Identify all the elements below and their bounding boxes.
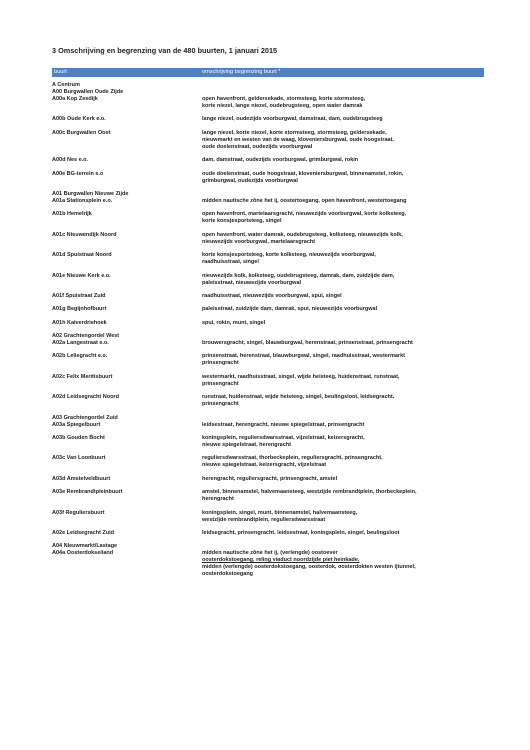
section-heading: A Centrum [52, 82, 80, 88]
description-line: spui, rokin, munt, singel [202, 319, 266, 326]
buurt-description [202, 510, 484, 524]
description-line: lange niezel, oudezijds voorburgwal, damstraat, dam, oudebrugsteeg [202, 116, 383, 123]
buurt-name: A02c Felix Meritisbuurt [52, 373, 113, 380]
description-line: open havenfront, geldersekade, stormsteeg, korte stormsteeg, [202, 96, 366, 102]
buurt-name: A01h Kalverdriehoek [52, 319, 107, 326]
buurt-name: A00a Kop Zeedijk [52, 96, 98, 102]
table-row [52, 320, 484, 327]
buurt-description [202, 232, 484, 246]
section-heading: A01 Burgwallen Nieuwe Zijde [52, 190, 129, 197]
description-line: raadhuisstraat, nieuwezijds voorburgwal, spui, singel [202, 292, 342, 299]
buurt-description [202, 130, 484, 151]
description-line: oude doelenstraat, oudezijds voorburgwal [202, 143, 313, 150]
description-line: runstraat, huidenstraat, wijde heisteeg, singel, beulingsloot, leidsegracht, [202, 394, 395, 401]
section-heading: A04 Nieuwmarkt/Lastage [52, 543, 118, 550]
description-line: midden nautische zône het ij, oostertoegang, open havenfront, westertoegang [202, 197, 407, 204]
description-line: koningsplein, reguliersdwarsstraat, vijzelstraat, keizersgracht, [202, 435, 365, 442]
description-line: oosterdokstoegang, reling viaduct noordzijde piet heinkade, [202, 557, 360, 564]
description-line: midden (verlengde) oosterdokstoegang, oosterdok, oosterdokten westen ijtunnel, [202, 564, 416, 571]
buurt-description [202, 252, 484, 266]
description-line: westermarkt, raadhuisstraat, singel, wijde heisteeg, huidenstraat, runstraat, [202, 373, 400, 380]
buurt-name: A01g Begijnhofbuurt [52, 306, 107, 313]
table-row [52, 157, 484, 164]
buurt-description [202, 293, 484, 300]
description-line: oude doelenstraat, oude hoogstraat, kloveniersburgwal, binnenamstel, rokin, [202, 170, 404, 177]
buurt-name: A03c Van Loonbuurt [52, 455, 106, 462]
buurt-description [202, 320, 484, 327]
buurt-name: A01c Nieuwendijk Noord [52, 231, 117, 238]
buurt-description [202, 394, 484, 408]
description-line: reguliersdwarsstraat, thorbeckeplein, reguliersgracht, prinsengracht, [202, 455, 383, 462]
description-line: korte konsjesportsteeg, korte kolksteeg, nieuwezijds voorburgwal, [202, 252, 376, 259]
table-row [52, 340, 484, 347]
description-line: leidsegracht, prinsengracht, leidsestraat, koningsplein, singel, beulingsloot [202, 529, 400, 536]
buurt-name: A01a Stationsplein e.o. [52, 197, 113, 204]
description-line: westzijde rembrandtplein, reguliersdwarsstraat [202, 516, 326, 523]
page-title: 3 Omschrijving en begrenzing van de 480 buurten, 1 januari 2015 [52, 46, 278, 55]
buurt-description [202, 211, 484, 225]
buurt-name: A00d Nes e.o. [52, 157, 89, 164]
buurt-description [202, 96, 484, 110]
table-row [52, 374, 484, 388]
table-row [52, 353, 484, 367]
buurt-description [202, 550, 484, 578]
table-row [52, 116, 484, 123]
buurt-description [202, 489, 484, 503]
description-line: oosterdokstoegang [202, 571, 254, 578]
description-line: nieuwezijds kolk, kolksteeg, oudebrugsteeg, damrak, dam, zuidzijde dam, [202, 272, 395, 279]
description-line: prinsenstraat, herenstraat, blauwburgwal, singel, raadhuisstraat, westermarkt [202, 353, 405, 360]
buurt-name: A01e Nieuwe Kerk e.o. [52, 272, 111, 279]
description-line: amstel, binnenamstel, halvemaansteeg, westzijde rembrandtplein, thorbeckeplein, [202, 489, 417, 496]
table-row [52, 476, 484, 483]
table-row [52, 171, 484, 185]
buurt-name: A00e BG-terrein e.o [52, 170, 104, 177]
description-line: herengracht [202, 496, 234, 503]
description-line: prinsengracht [202, 380, 239, 387]
description-line: paleisstraat, zuidzijde dam, damrak, spui, nieuwezijds voorburgwal [202, 306, 378, 313]
description-line: brouwersgracht, singel, blauwburgwal, herenstraat, prinsenstraat, prinsengracht [202, 340, 413, 347]
buurt-name: A00c Burgwallen Oost [52, 129, 111, 136]
buurt-description [202, 422, 484, 429]
buurt-description [202, 455, 484, 469]
table-row [52, 232, 484, 246]
description-line: herengracht, reguliersgracht, prinsengracht, amstel [202, 475, 338, 482]
buurt-name: A03b Gouden Bocht [52, 435, 105, 442]
table-row [52, 306, 484, 313]
description-line: open havenfront, martelaarsgracht, nieuwezijds voorburgwal, korte kolksteeg, [202, 211, 407, 218]
buurt-description [202, 435, 484, 449]
table-header [52, 68, 484, 77]
buurt-name: A01f Spuistraat Zuid [52, 292, 106, 299]
buurt-description [202, 198, 484, 205]
header-col-buurt: buurt [54, 69, 67, 75]
table-row [52, 489, 484, 503]
description-line: lange niezel, korte niezel, korte stormsteeg, stormsteeg, geldersekade, [202, 129, 387, 136]
buurt-name: A03d Amstelveldbuurt [52, 475, 111, 482]
buurt-description [202, 273, 484, 287]
buurt-description [202, 340, 484, 347]
description-line: prinsengracht [202, 360, 239, 367]
description-line: raadhuisstraat, singel [202, 259, 259, 266]
table-row [52, 550, 484, 578]
table-row [52, 211, 484, 225]
buurt-name: A02a Langestraat e.o. [52, 340, 109, 347]
buurt-name: A02e Leidsegracht Zuid [52, 529, 115, 536]
buurt-name: A01d Spuistraat Noord [52, 252, 112, 259]
buurt-description [202, 157, 484, 164]
buurt-description [202, 374, 484, 388]
table-row [52, 422, 484, 429]
buurt-description [202, 116, 484, 123]
section-heading: A00 Burgwallen Oude Zijde [52, 89, 124, 95]
description-line: dam, damstraat, oudezijds voorburgwal, grimburgwal, rokin [202, 157, 359, 164]
table-row [52, 394, 484, 408]
description-line: nieuwmarkt en westen van de waag, kloveniersburgwal, oude hoogstraat, [202, 136, 394, 143]
buurt-name: A03f Reguliersbuurt [52, 509, 105, 516]
table-row [52, 530, 484, 537]
table-row [52, 435, 484, 449]
description-line: prinsengracht [202, 401, 239, 408]
description-line: paleisstraat, nieuwezijds voorburgwal [202, 279, 302, 286]
buurt-description [202, 306, 484, 313]
buurt-name: A04a Oosterdokseiland [52, 550, 114, 557]
table-row [52, 130, 484, 151]
header-col-omschrijving: omschrijving begrenzing buurt * [202, 69, 281, 75]
description-line: nieuwezijds voorburgwal, martelaarsgracht [202, 238, 316, 245]
buurt-description [202, 171, 484, 185]
buurt-name: A03e Rembrandtpleinbuurt [52, 489, 123, 496]
buurt-name: A02b Leliegracht e.o. [52, 353, 108, 360]
description-line: leidsestraat, herengracht, nieuwe spiegelstraat, prinsengracht [202, 421, 365, 428]
table-body [52, 82, 484, 585]
table-row [52, 293, 484, 300]
buurt-description [202, 530, 484, 537]
buurt-name: A01b Hemelrijk [52, 211, 92, 218]
buurt-name: A03a Spiegelbuurt [52, 421, 101, 428]
section-heading: A02 Grachtengordel West [52, 333, 120, 340]
description-line: open havenfront, water damrak, oudebrugsteeg, kolksteeg, nieuwezijds kolk, [202, 231, 403, 238]
description-line: korte konsjesportsteeg, singel [202, 218, 282, 225]
description-line: nieuwe spiegelstraat, keizersgracht, vijzelstraat [202, 462, 327, 469]
table-row [52, 252, 484, 266]
description-line: midden nautische zône het ij, (verlengde) oostoever [202, 550, 338, 557]
buurt-description [202, 353, 484, 367]
table-row [52, 510, 484, 524]
buurt-name: A02d Leidsegracht Noord [52, 394, 119, 401]
description-line: korte niezel, lange niezel, oudebrugsteeg, open water damrak [202, 103, 363, 109]
buurt-description [202, 476, 484, 483]
table-row [52, 455, 484, 469]
description-line: nieuwe spiegelstraat, herengracht [202, 442, 291, 449]
table-row [52, 198, 484, 205]
description-line: koningsplein, singel, munt, binnenamstel, halvemaansteeg, [202, 509, 358, 516]
section-heading: A03 Grachtengordel Zuid [52, 414, 118, 421]
buurt-name: A00b Oude Kerk e.o. [52, 116, 106, 123]
description-line: grimburgwal, oudezijds voorburgwal [202, 177, 298, 184]
table-row [52, 96, 484, 110]
table-row [52, 273, 484, 287]
